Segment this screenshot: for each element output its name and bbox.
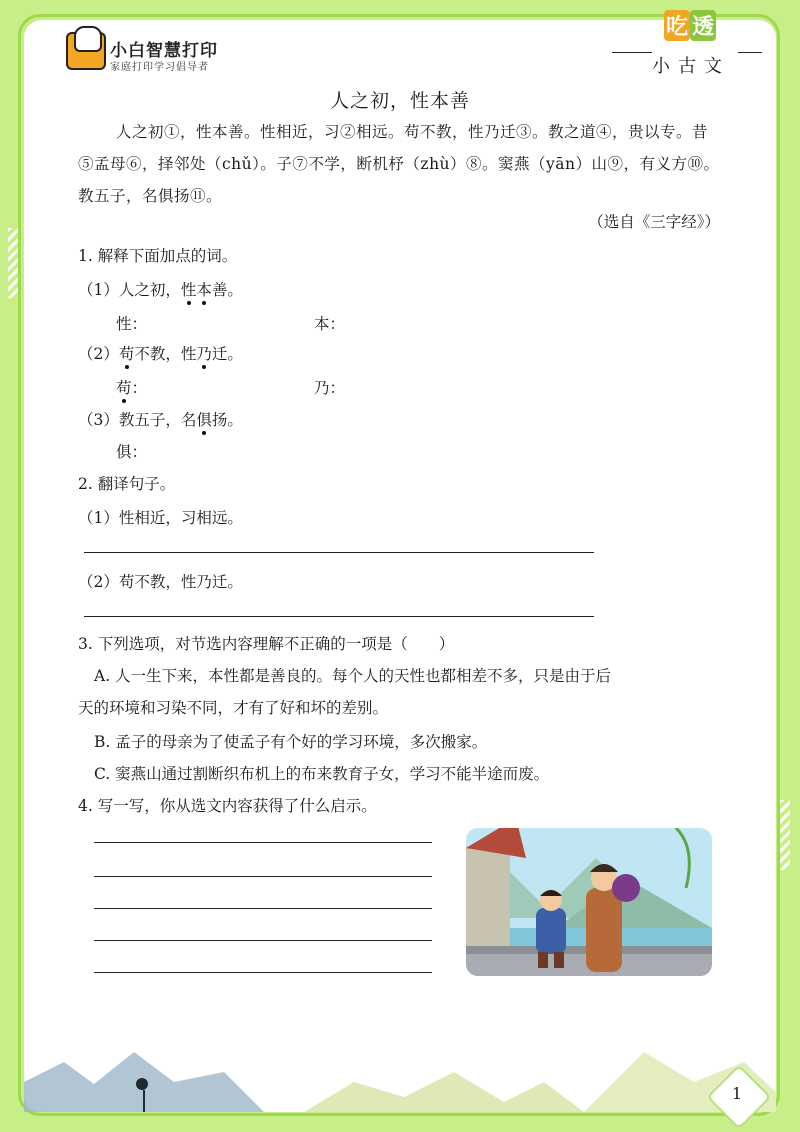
q1-s3-post: 扬。 — [211, 411, 243, 429]
q1-stem: 1. 解释下面加点的词。 — [78, 247, 238, 265]
q1-s1-word-1 — [116, 312, 147, 334]
q3-option-c: C. 窦燕山通过割断织布机上的布来教育子女，学习不能半途而废。 — [94, 765, 550, 783]
decorative-hills — [24, 1022, 776, 1112]
q1-s2-post: 迁。 — [211, 345, 243, 363]
q1-s3-w1-char: 俱 — [116, 443, 132, 461]
brand-subtitle: 小古文 — [652, 56, 730, 77]
q1-sentence-2 — [78, 342, 243, 364]
q4-answer-line-4[interactable] — [94, 940, 432, 941]
passage-text: 人之初①，性本善。性相近，习②相远。苟不教，性乃迁③。教之道④，贵以专。昔⑤孟母⑥，择邻处（chǔ）。子⑦不学，断机杼（zhù）⑧。窦燕（yān）山⑨，有义方⑩。教五子，名俱扬⑪。 — [78, 123, 720, 205]
brand-line-left — [612, 52, 652, 53]
q1-s1-w1-colon: ： — [131, 315, 148, 333]
q1-s1-w2-colon: ： — [329, 315, 346, 333]
q1-s1-w1-char: 性 — [116, 315, 132, 333]
decorative-stripes-left — [8, 228, 18, 298]
q3-option-a-line-2: 天的环境和习染不同，才有了好和坏的差别。 — [78, 699, 389, 717]
q1-s1-pre: （1）人之初， — [78, 281, 181, 299]
q1-s1-dotted-2: 本 — [196, 281, 212, 299]
q3-stem: 3. 下列选项，对节选内容理解不正确的一项是（ ） — [78, 635, 455, 653]
logo-subtitle: 家庭打印学习倡导者 — [110, 62, 209, 73]
page-number: 1 — [731, 1084, 743, 1103]
passage-source: （选自《三字经》） — [588, 213, 720, 231]
q1-s2-mid: 不教，性 — [134, 345, 197, 363]
q1-s2-w2-colon: ： — [329, 379, 346, 397]
q1-s2-word-1 — [116, 376, 147, 398]
q1-sentence-1 — [78, 278, 243, 300]
q1-s1-word-2 — [314, 312, 345, 334]
q2-answer-line-1[interactable] — [84, 552, 594, 553]
dog-mascot-icon — [74, 26, 102, 52]
q1-s2-dotted-2: 乃 — [196, 345, 212, 363]
illustration-image — [466, 828, 712, 976]
brand-char-1: 吃 — [664, 10, 690, 41]
q4-answer-line-1[interactable] — [94, 842, 432, 843]
q1-s1-post: 善。 — [211, 281, 243, 299]
q1-s2-w1-colon: ： — [131, 379, 148, 397]
q2-stem: 2. 翻译句子。 — [78, 475, 176, 493]
q4-answer-line-3[interactable] — [94, 908, 432, 909]
q4-answer-line-5[interactable] — [94, 972, 432, 973]
q3-option-a-line-1: A. 人一生下来，本性都是善良的。每个人的天性也都相差不多，只是由于后 — [94, 667, 612, 685]
q2-sentence-1: （1）性相近，习相远。 — [78, 509, 243, 527]
q1-s2-pre: （2） — [78, 345, 119, 363]
q1-s3-dotted-1: 俱 — [196, 411, 212, 429]
q1-s3-word-1 — [116, 440, 147, 462]
q1-s3-pre: （3）教五子，名 — [78, 411, 197, 429]
q1-s2-w1-char: 苟 — [116, 379, 132, 397]
q1-s1-dotted-1: 性 — [180, 281, 197, 299]
q1-sentence-3 — [78, 408, 243, 430]
decorative-stripes-right — [780, 800, 790, 870]
q2-answer-line-2[interactable] — [84, 616, 594, 617]
q4-stem: 4. 写一写，你从选文内容获得了什么启示。 — [78, 797, 377, 815]
passage-title: 人之初，性本善 — [329, 90, 470, 112]
q1-s2-dotted-1: 苟 — [118, 345, 135, 363]
brand-char-2: 透 — [690, 10, 716, 41]
q2-sentence-2: （2）苟不教，性乃迁。 — [78, 573, 243, 591]
q1-s2-w2-char: 乃 — [314, 379, 330, 397]
brand-line-right — [738, 52, 762, 53]
q1-s1-w2-char: 本 — [314, 315, 330, 333]
brand-mark — [664, 10, 716, 41]
logo-title: 小白智慧打印 — [110, 41, 218, 61]
illustration-mother-and-child — [466, 828, 712, 976]
q3-option-b: B. 孟子的母亲为了使孟子有个好的学习环境，多次搬家。 — [94, 733, 488, 751]
q1-s2-word-2 — [314, 376, 345, 398]
q4-answer-line-2[interactable] — [94, 876, 432, 877]
q1-s3-w1-colon: ： — [131, 443, 148, 461]
